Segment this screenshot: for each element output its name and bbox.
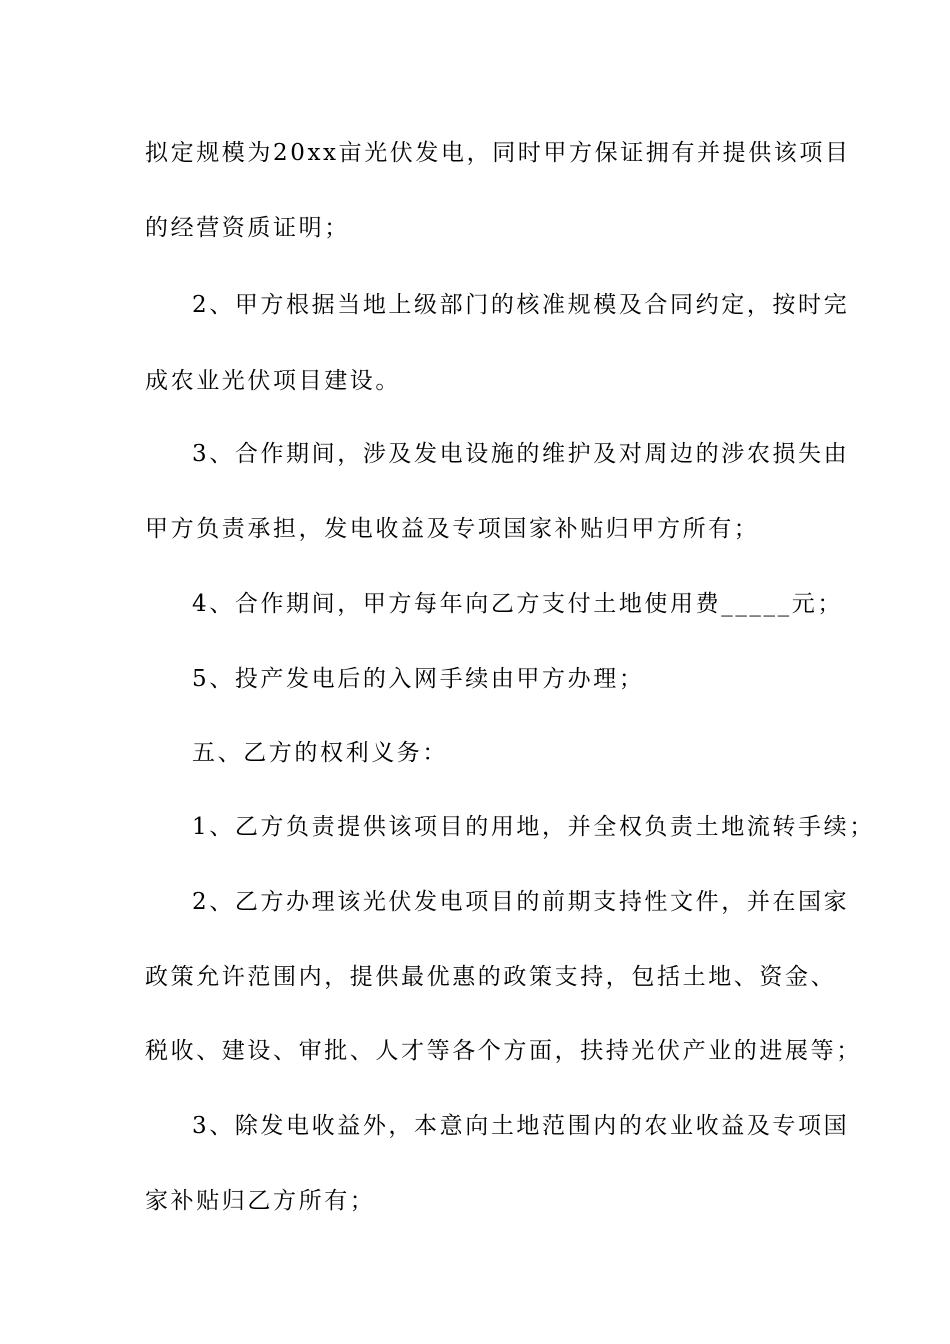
text-line: 2、乙方办理该光伏发电项目的前期支持性文件，并在国家 [192, 889, 850, 915]
text-line: 政策允许范围内，提供最优惠的政策支持，包括土地、资金、 [145, 964, 837, 990]
text-line: 3、除发电收益外，本意向土地范围内的农业收益及专项国 [192, 1113, 850, 1139]
text-line: 税收、建设、审批、人才等各个方面，扶持光伏产业的进展等； [145, 1038, 862, 1064]
text-line: 5、投产发电后的入网手续由甲方办理； [192, 666, 645, 692]
text-line: 拟定规模为20xx亩光伏发电，同时甲方保证拥有并提供该项目 [145, 140, 851, 166]
text-line: 4、合作期间，甲方每年向乙方支付土地使用费_____元； [192, 591, 843, 617]
text-line: 1、乙方负责提供该项目的用地，并全权负责土地流转手续； [192, 814, 875, 840]
text-line: 家补贴归乙方所有； [145, 1188, 376, 1214]
text-line: 成农业光伏项目建设。 [145, 368, 401, 394]
text-line: 2、甲方根据当地上级部门的核准规模及合同约定，按时完 [192, 292, 850, 318]
section-heading: 五、乙方的权利义务： [192, 740, 448, 766]
text-line: 3、合作期间，涉及发电设施的维护及对周边的涉农损失由 [192, 441, 850, 467]
text-line: 的经营资质证明； [145, 215, 350, 241]
text-line: 甲方负责承担，发电收益及专项国家补贴归甲方所有； [145, 516, 760, 542]
